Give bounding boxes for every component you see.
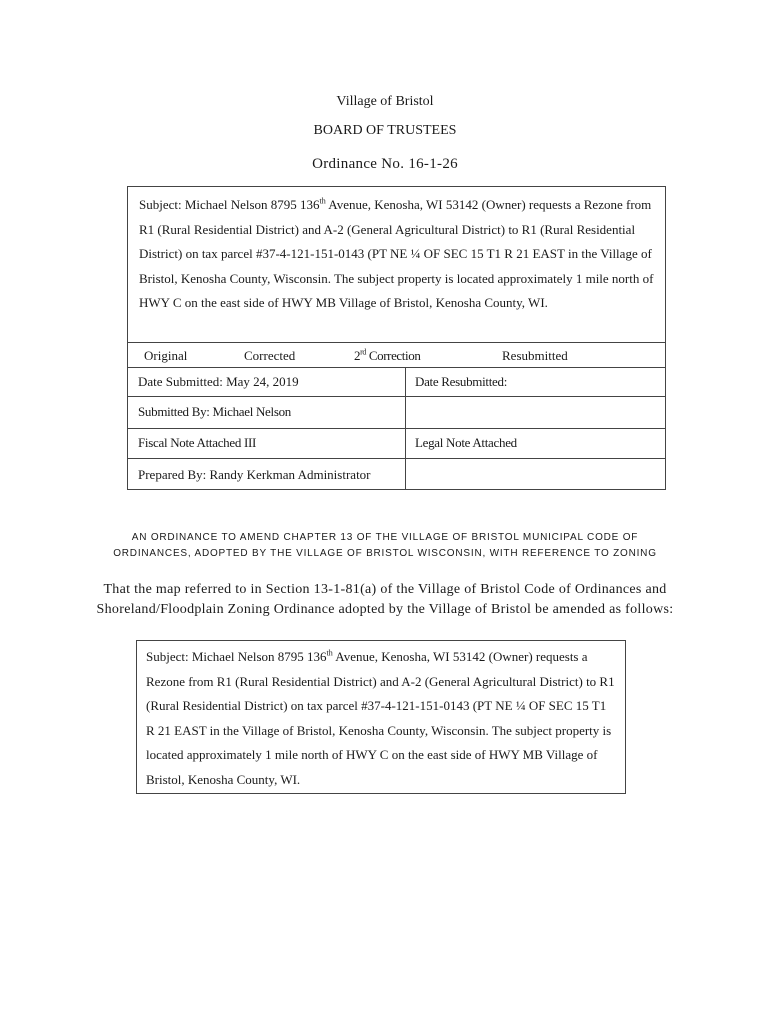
ordinance-title-line1: AN ORDINANCE TO AMEND CHAPTER 13 OF THE VILLAGE OF BRISTOL MUNICIPAL CODE OF (131, 532, 639, 543)
status-resubmitted: Resubmitted (502, 348, 568, 363)
column-divider (405, 459, 406, 490)
date-resubmitted: Date Resubmitted: (415, 374, 508, 389)
rezone-subject-box (136, 640, 626, 794)
status-corrected: Corrected (244, 348, 296, 363)
subject-text: Subject: Michael Nelson 8795 136th Avenue, Kenosha, WI 53142 (Owner) requests a Rezone from R1 (Rural Residential District) and A-2 (General Agricultural District) to R1 (Rural Residential District) on tax parcel #37-4-121-151-0143 (PT NE ¼ OF SEC 15 T1 R 21 EAST in the Village of Bristol, Kenosha County, Wisconsin. The subject property is located approximately 1 mile north of HWY C on the east side of HWY MB Village of Bristol, Kenosha County, WI. (146, 648, 615, 787)
legal-note: Legal Note Attached (415, 435, 517, 450)
status-second-correction: 2rd Correction (354, 347, 421, 363)
body-paragraph: That the map referred to in Section 13-1-81(a) of the Village of Bristol Code of Ordinances and Shoreland/Floodplain Zoning Ordinance adopted by the Village of Bristol be amended as follows: (96, 582, 674, 617)
column-divider (405, 368, 406, 396)
column-divider (405, 397, 406, 428)
ordinance-info-box (127, 186, 666, 490)
submitted-by: Submitted By: Michael Nelson (138, 404, 292, 419)
prepared-by: Prepared By: Randy Kerkman Administrator (138, 467, 371, 482)
info-grid (128, 368, 665, 490)
column-divider (405, 429, 406, 458)
grid-row (128, 429, 665, 459)
village-name: Village of Bristol (336, 94, 434, 109)
grid-row (128, 397, 665, 429)
ordinance-title-line2: ORDINANCES, ADOPTED BY THE VILLAGE OF BRISTOL WISCONSIN, WITH REFERENCE TO ZONING (113, 548, 657, 559)
status-original: Original (144, 348, 188, 363)
board-title: BOARD OF TRUSTEES (313, 123, 457, 138)
grid-row (128, 368, 665, 397)
date-submitted: Date Submitted: May 24, 2019 (138, 374, 299, 389)
fiscal-note: Fiscal Note Attached III (138, 435, 257, 450)
status-row (128, 342, 665, 368)
subject-text: Subject: Michael Nelson 8795 136th Avenue, Kenosha, WI 53142 (Owner) requests a Rezone from R1 (Rural Residential District) and A-2 (General Agricultural District) to R1 (Rural Residential District) on tax parcel #37-4-121-151-0143 (PT NE ¼ OF SEC 15 T1 R 21 EAST in the Village of Bristol, Kenosha County, Wisconsin. The subject property is located approximately 1 mile north of HWY C on the east side of HWY MB Village of Bristol, Kenosha County, WI. (139, 196, 654, 311)
ordinance-number: Ordinance No. 16-1-26 (312, 156, 458, 172)
grid-row (128, 459, 665, 490)
